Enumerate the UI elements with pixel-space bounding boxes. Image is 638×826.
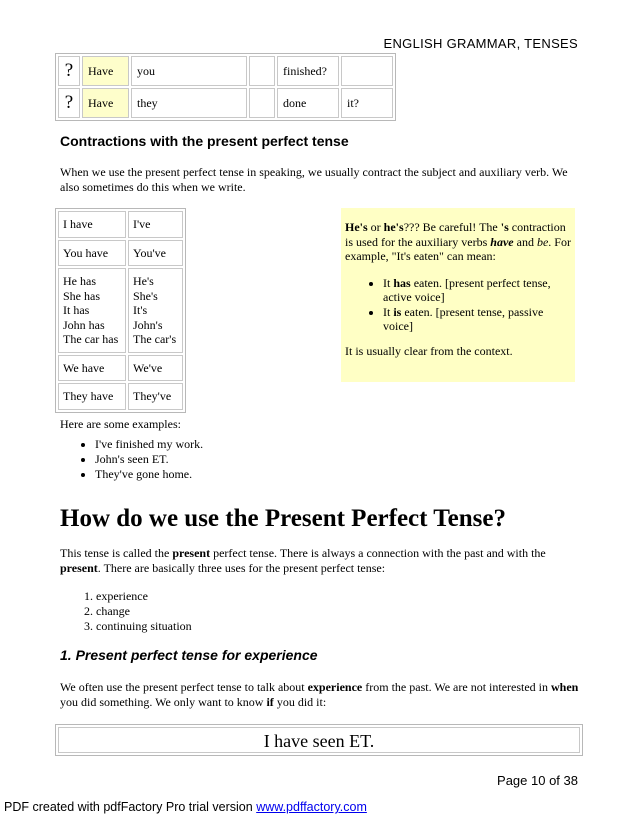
list-item: 1. experience	[96, 589, 192, 604]
table-row	[58, 88, 393, 118]
end-cell: it?	[341, 88, 393, 118]
table-row	[58, 383, 183, 410]
contraction-cell: He's She's It's John's The car's	[128, 268, 183, 353]
list-item: • I've finished my work.	[95, 437, 203, 452]
examples-intro: Here are some examples:	[60, 417, 181, 431]
note-bullets	[343, 276, 573, 334]
example-sentence: I have seen ET.	[58, 727, 580, 753]
contractions-table	[55, 208, 186, 413]
table-row	[58, 240, 183, 267]
table-row	[58, 355, 183, 382]
table-row	[58, 211, 183, 238]
running-header: ENGLISH GRAMMAR, TENSES	[383, 36, 578, 51]
contraction-cell: I've	[128, 211, 183, 238]
list-item: • John's seen ET.	[95, 452, 203, 467]
verb-cell: done	[277, 88, 339, 118]
full-form-cell: I have	[58, 211, 126, 238]
subject-cell: you	[131, 56, 247, 86]
table-row	[58, 268, 183, 353]
empty-cell	[249, 56, 275, 86]
contraction-note-box	[341, 208, 575, 382]
list-item: 2. change	[96, 604, 192, 619]
list-item: 3. continuing situation	[96, 619, 192, 634]
subject-cell: they	[131, 88, 247, 118]
contractions-intro: When we use the present perfect tense in speaking, we usually contract the subject and auxiliary verb. We also sometimes do this when we write.	[60, 165, 568, 194]
empty-cell	[249, 88, 275, 118]
aux-cell: Have	[82, 56, 129, 86]
uses-heading: How do we use the Present Perfect Tense?	[60, 505, 506, 532]
uses-intro: This tense is called the present perfect tense. There is always a connection with the past and with the present. There are basically three uses for the present perfect tense:	[60, 546, 546, 575]
note-text: He's or he's??? Be careful! The 's contraction is used for the auxiliary verbs have and be. For example, "It's eaten" can mean:	[345, 220, 571, 263]
experience-heading: 1. Present perfect tense for experience	[60, 647, 318, 663]
full-form-cell: He has She has It has John has The car has	[58, 268, 126, 353]
contractions-heading: Contractions with the present perfect tense	[60, 133, 349, 149]
question-table	[55, 53, 396, 121]
full-form-cell: You have	[58, 240, 126, 267]
contraction-cell: They've	[128, 383, 183, 410]
full-form-cell: They have	[58, 383, 126, 410]
contraction-cell: We've	[128, 355, 183, 382]
example-sentence-box	[55, 724, 583, 756]
pdf-footer: PDF created with pdfFactory Pro trial version www.pdffactory.com	[4, 800, 367, 814]
experience-intro: We often use the present perfect tense to talk about experience from the past. We are not interested in when you did something. We only want to know if you did it:	[60, 680, 579, 709]
examples-list	[75, 437, 203, 482]
list-item: • They've gone home.	[95, 467, 203, 482]
page-number: Page 10 of 38	[497, 773, 578, 788]
note-context: It is usually clear from the context.	[345, 343, 513, 358]
verb-cell: finished?	[277, 56, 339, 86]
contraction-cell: You've	[128, 240, 183, 267]
question-mark: ?	[58, 88, 80, 118]
question-mark: ?	[58, 56, 80, 86]
full-form-cell: We have	[58, 355, 126, 382]
list-item: • It has eaten. [present perfect tense, active voice]	[383, 276, 573, 305]
list-item: • It is eaten. [present tense, passive voice]	[383, 305, 573, 334]
aux-cell: Have	[82, 88, 129, 118]
pdffactory-link[interactable]: www.pdffactory.com	[256, 800, 367, 814]
table-row	[58, 56, 393, 86]
uses-list	[78, 589, 192, 634]
end-cell	[341, 56, 393, 86]
